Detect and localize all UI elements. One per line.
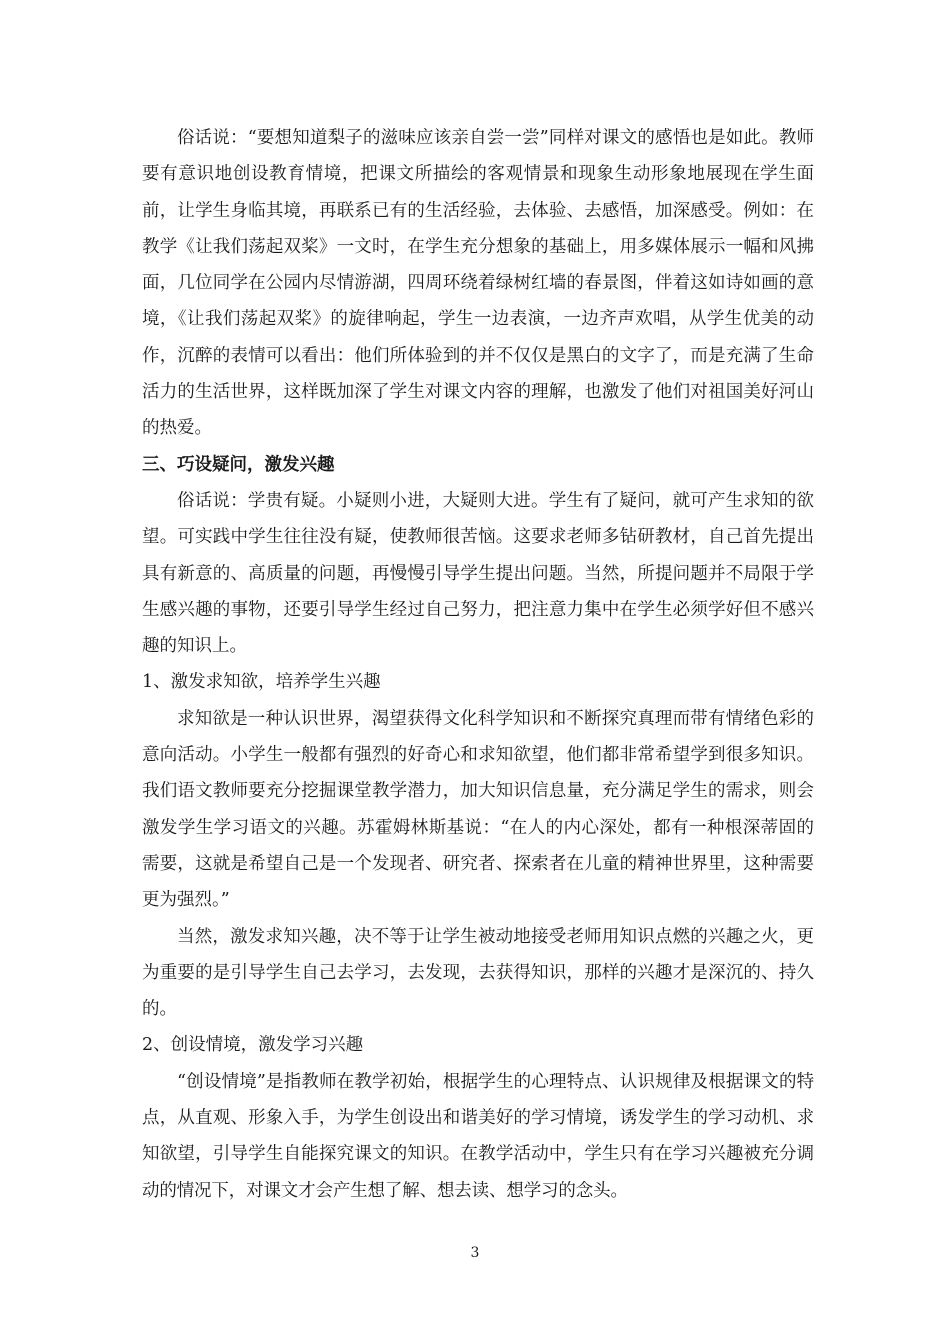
paragraph-curiosity: 求知欲是一种认识世界，渴望获得文化科学知识和不断探究真理而带有情绪色彩的意向活动。小学生一般都有强烈的好奇心和求知欲望，他们都非常希望学到很多知识。我们语文教师要充分挖掘课堂教学潜力，加大知识信息量，充分满足学生的需求，则会激发学生学习语文的兴趣。苏霍姆林斯基说：“在人的内心深处，都有一种根深蒂固的需要，这就是希望自己是一个发现者、研究者、探索者在儿童的精神世界里，这种需要更为强烈。”: [142, 708, 814, 911]
paragraph-questioning: 俗话说：学贵有疑。小疑则小进，大疑则大进。学生有了疑问，就可产生求知的欲望。可实践中学生往往没有疑，使教师很苦恼。这要求老师多钻研教材，自己首先提出具有新意的、高质量的问题，再慢慢引导学生提出问题。当然，所提问题并不局限于学生感兴趣的事物，还要引导学生经过自己努力，把注意力集中在学生必须学好但不感兴趣的知识上。: [142, 490, 814, 657]
paragraph-situation: “创设情境”是指教师在教学初始，根据学生的心理特点、认识规律及根据课文的特点，从直观、形象入手，为学生创设出和谐美好的学习情境，诱发学生的学习动机、求知欲望，引导学生自能探究课文的知识。在教学活动中，学生只有在学习兴趣被充分调动的情况下，对课文才会产生想了解、想去读、想学习的念头。: [142, 1071, 814, 1201]
paragraph-experience: 俗话说：“要想知道梨子的滋味应该亲自尝一尝”同样对课文的感悟也是如此。教师要有意识地创设教育情境，把课文所描绘的客观情景和现象生动形象地展现在学生面前，让学生身临其境，再联系已有的生活经验，去体验、去感悟，加深感受。例如：在教学《让我们荡起双桨》一文时，在学生充分想象的基础上，用多媒体展示一幅和风拂面，几位同学在公园内尽情游湖，四周环绕着绿树红墙的春景图，伴着这如诗如画的意境，《让我们荡起双桨》的旋律响起，学生一边表演，一边齐声欢唱，从学生优美的动作，沉醉的表情可以看出：他们所体验到的并不仅仅是黑白的文字了，而是充满了生命活力的生活世界，这样既加深了学生对课文内容的理解，也激发了他们对祖国美好河山的热爱。: [142, 128, 814, 439]
subheading-2: 2、创设情境，激发学习兴趣: [142, 1035, 364, 1056]
paragraph-interest-source: 当然，激发求知兴趣，决不等于让学生被动地接受老师用知识点燃的兴趣之火，更为重要的是引导学生自己去学习，去发现，去获得知识，那样的兴趣才是深沉的、持久的。: [142, 926, 814, 1020]
subheading-1: 1、激发求知欲，培养学生兴趣: [142, 672, 381, 693]
section-heading-3: 三、巧设疑问，激发兴趣: [142, 454, 335, 475]
page-number: 3: [470, 1245, 480, 1261]
document-body: [142, 120, 814, 1209]
